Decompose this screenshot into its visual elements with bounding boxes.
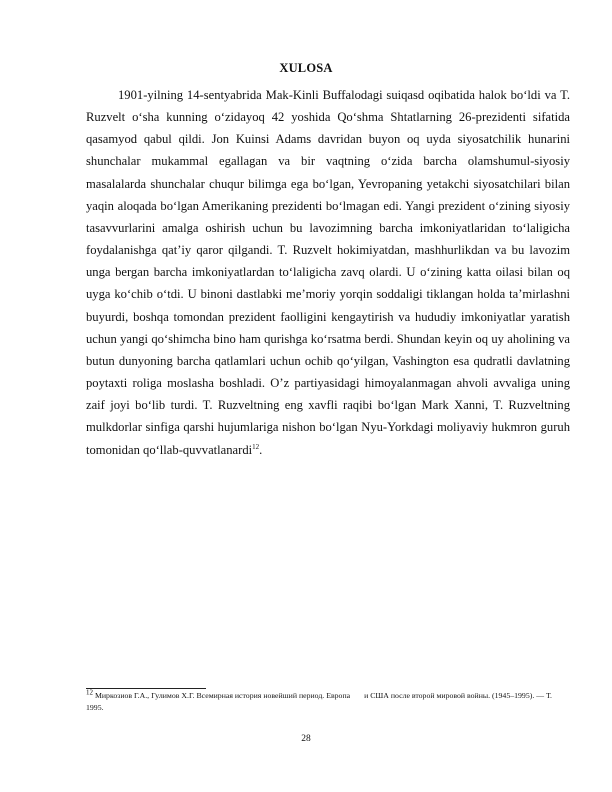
footnote-divider (86, 688, 206, 689)
footnote-reference[interactable]: 12 (252, 442, 260, 451)
section-title: XULOSA (279, 61, 333, 75)
page-number: 28 (301, 734, 311, 744)
footnote-number: 12 (86, 688, 93, 697)
footnote-text-part2: и США после второй мировой войны. (1945–1995). — Т. 1995. (86, 691, 552, 712)
body-paragraph-text: 1901-yilning 14-sentyabrida Mak-Kinli Buffalodagi suiqasd oqibatida halok bo‘ldi va T. Ruzvelt o‘sha kunning o‘zidayoq 42 yoshida Qo‘shma Shtatlarning 26-prezidenti sifatida qasamyod qabul qildi. Jon Kuinsi Adams davridan buyon oq uyda siyosatchilik hunarini shunchalar mukammal egallagan va bir vaqtning o‘zida barcha olamshumul-siyosiy masalalarda shunchalar chuqur bilimga ega bo‘lgan, Yevropaning yetakchi siyosatchilari bilan yaqin aloqada bo‘lgan Amerikaning prezidenti bo‘lmagan edi. Yangi prezident o‘zining siyosiy tasavvurlarini amalga oshirish uchun bu lavozimning barcha imkoniyatlaridan to‘laligicha foydalanishga qat’iy qaror qilgandi. T. Ruzvelt hokimiyatdan, mashhurlikdan va bu lavozim unga bergan barcha imkoniyatlardan to‘laligicha zavq olardi. U o‘zining katta oilasi bilan oq uyga ko‘chib o‘tdi. U binoni dastlabki me’moriy yorqin soddaligi tiklangan holda ta’mirlashni buyurdi, boshqa tomondan prezident faolligini kengaytirish va hududiy imkoniyatlar yaratish uchun yangi qo‘shimcha bino ham qurishga ko‘rsatma berdi. Shundan keyin oq uy aholining va butun dunyoning barcha qatlamlari uchun ochib qo‘yilgan, Vashington esa qudratli davlatning poytaxti roliga moslasha boshladi. O’z partiyasidagi himoyalanmagan ahvoli avvaliga uning zaif joyi bo‘lib turdi. T. Ruzveltning eng xavfli raqibi bo‘lgan Mark Xanni, T. Ruzveltning mulkdorlar sinfiga qarshi hujumlariga nishon bo‘lgan Nyu-Yorkdagi moliyaviy hukmron guruh tomonidan qo‘llab-quvvatlanardi (86, 88, 570, 457)
paragraph-end-period: . (259, 442, 263, 457)
footnote-text-part1: Миркозиов Г.А., Гулимов Х.Г. Всемирная история новейший период. Европа (94, 691, 351, 700)
body-paragraph (86, 84, 570, 461)
footnote (86, 690, 570, 714)
